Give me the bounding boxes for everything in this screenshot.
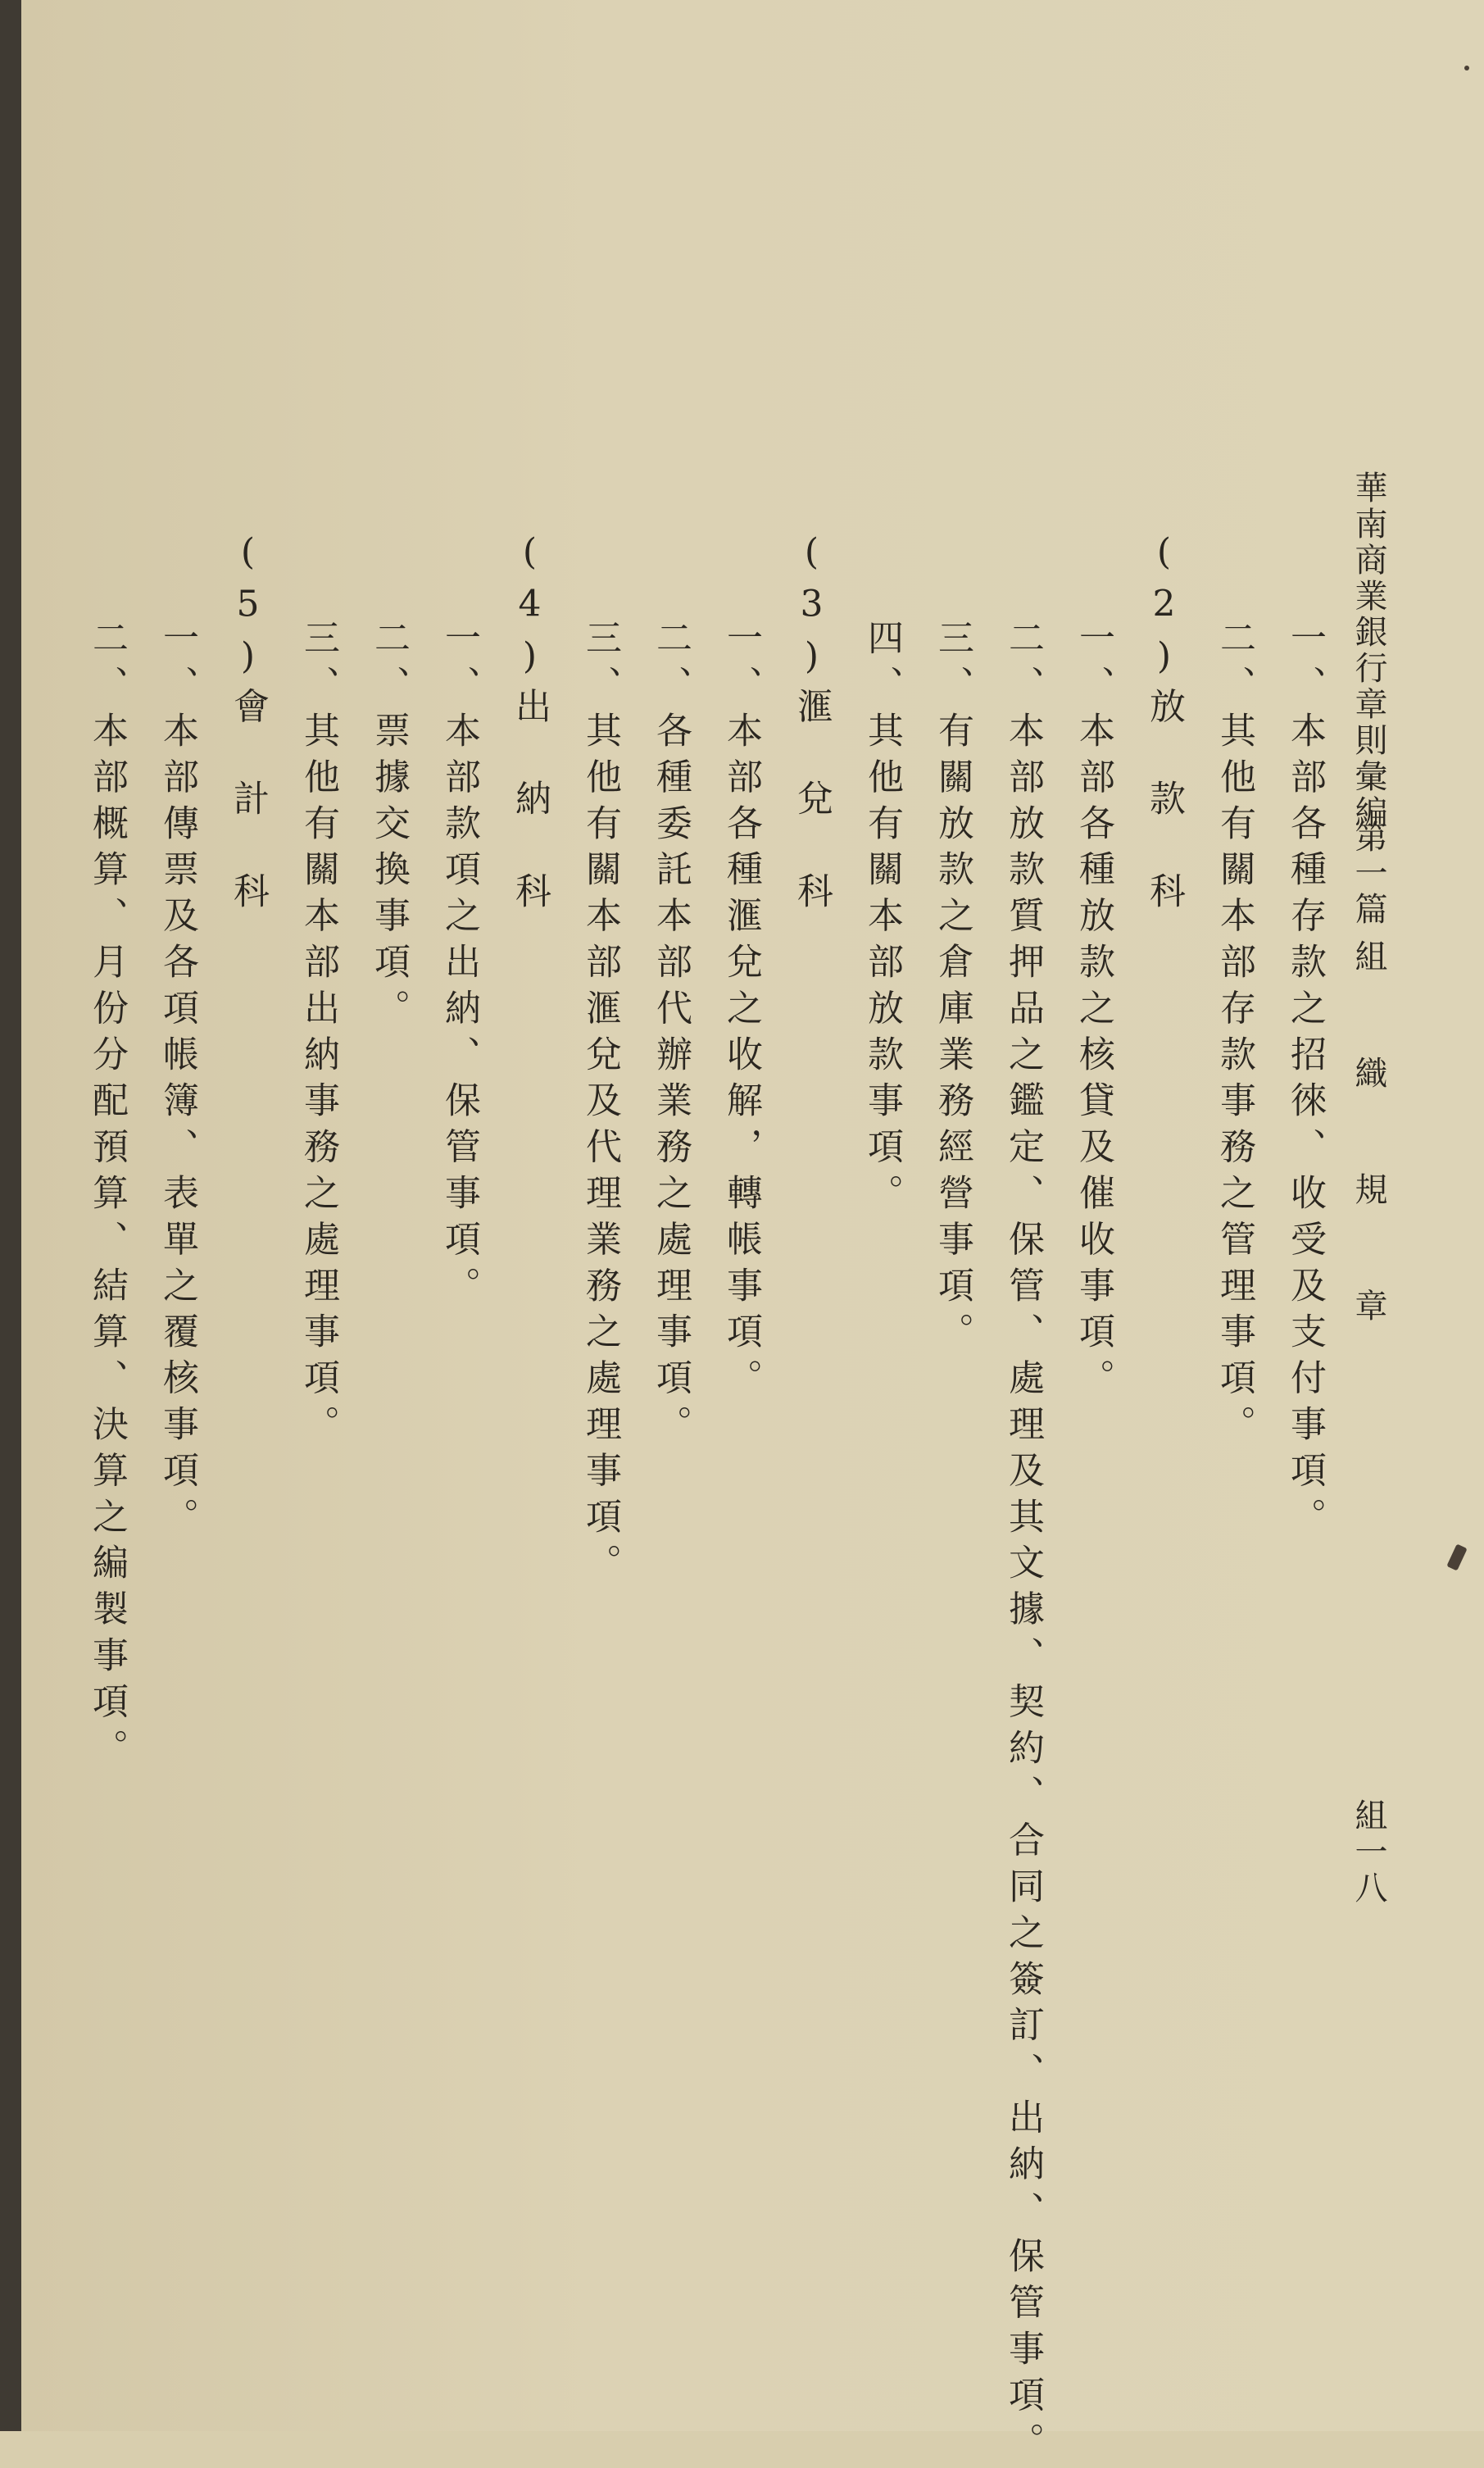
cashier-item-2: 二、票據交換事項。 (368, 619, 410, 1035)
section-heading-remittance: (3)滙 兌 科 (791, 531, 833, 919)
accounting-item-1: 一、本部傳票及各項帳簿、表單之覆核事項。 (157, 619, 198, 1543)
loan-item-1: 一、本部各種放款之核貸及催收事項。 (1073, 619, 1114, 1405)
ink-speck (1464, 66, 1469, 70)
cashier-item-3: 三、其他有關本部出納事務之處理事項。 (297, 619, 339, 1452)
remittance-item-1: 一、本部各種滙兌之收解，轉帳事項。 (720, 619, 762, 1405)
page-number: 組一八 (1350, 1798, 1387, 1907)
deposit-item-2: 二、其他有關本部存款事務之管理事項。 (1214, 619, 1255, 1452)
loan-item-4: 四、其他有關本部放款事項。 (861, 619, 903, 1220)
loan-item-3: 三、有關放款之倉庫業務經營事項。 (932, 619, 973, 1359)
chapter-label: 組 織 規 章 (1350, 939, 1387, 1344)
remittance-item-2: 二、各種委託本部代辦業務之處理事項。 (650, 619, 692, 1452)
section-heading-cashier: (4)出 納 科 (509, 531, 551, 919)
cashier-item-1: 一、本部款項之出納、保管事項。 (438, 619, 480, 1312)
book-title: 華南商業銀行章則彙編 (1350, 470, 1387, 831)
part-label: 第一篇 (1350, 820, 1387, 928)
accounting-item-2: 二、本部概算、月份分配預算、結算、決算之編製事項。 (86, 619, 128, 1775)
remittance-item-3: 三、其他有關本部滙兌及代理業務之處理事項。 (579, 619, 621, 1590)
scan-edge (0, 0, 21, 2431)
section-heading-accounting: (5)會 計 科 (227, 531, 269, 919)
deposit-item-1: 一、本部各種存款之招徠、收受及支付事項。 (1284, 619, 1326, 1543)
section-heading-loans: (2)放 款 科 (1143, 531, 1185, 919)
loan-item-2: 二、本部放款質押品之鑑定、保管、處理及其文據、契約、合同之簽訂、出納、保管事項。 (1002, 619, 1044, 2468)
